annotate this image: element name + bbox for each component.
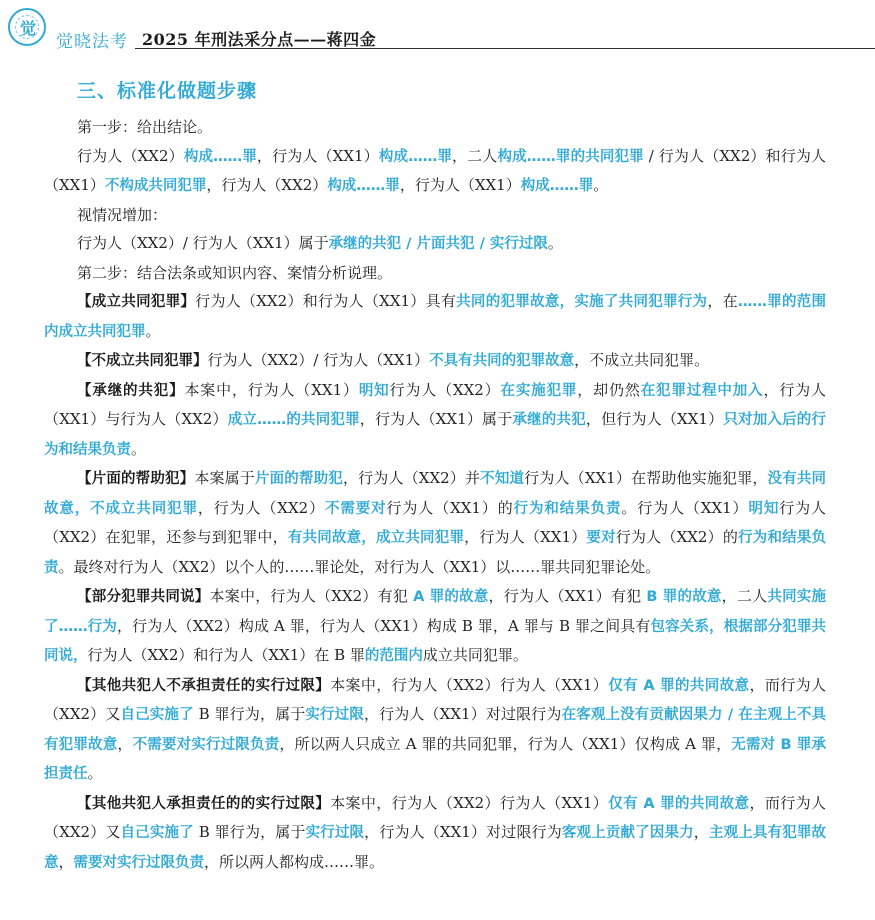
body-text: 视情况增加： xyxy=(77,205,168,224)
body-text: B 罪行为，属于 xyxy=(193,823,306,841)
highlight-text: 构成……罪的共同犯罪 xyxy=(497,148,644,165)
body-text: ，行为人（XX1） xyxy=(399,176,521,194)
highlight-text: 行为和结果负责 xyxy=(513,500,622,517)
body-text: ，行为人（XX1） xyxy=(256,146,379,165)
highlight-text: ……罪的范围内成立共同犯罪 xyxy=(44,294,826,340)
highlight-text: 成立……的共同犯罪 xyxy=(227,412,360,428)
body-text: 第一步：给出结论。 xyxy=(77,118,213,136)
highlight-text: 在犯罪过程中加入 xyxy=(640,382,764,399)
rule-tag: 【承继的共犯】 xyxy=(77,382,185,399)
brand-name: 觉晓法考 xyxy=(56,32,128,52)
body-text: ，行为人（XX1） xyxy=(464,528,587,546)
highlight-text: 在实施犯罪 xyxy=(500,382,578,399)
body-text: 。行为人（XX1） xyxy=(621,498,749,517)
highlight-text: 构成……罪 xyxy=(378,148,452,165)
highlight-text: A 罪的故意 xyxy=(413,589,489,605)
page-header xyxy=(0,0,875,52)
highlight-text: 共同实施了……行为 xyxy=(44,589,827,635)
rule-tag: 【其他共犯人不承担责任的实行过限】 xyxy=(77,677,331,694)
body-text: ，所以两人都构成……罪。 xyxy=(204,852,385,871)
body-text: 行为人（XX1）的 xyxy=(386,498,514,517)
body-text: ，二人 xyxy=(452,146,498,165)
body-text: 。 xyxy=(593,176,609,194)
paragraph-list xyxy=(44,113,826,877)
body-text: ，所以两人只成立 A 罪的共同犯罪，行为人（XX1）仅构成 A 罪， xyxy=(279,734,732,753)
body-text: 。 xyxy=(547,234,563,252)
body-text: 本案中，行为人（XX2）有犯 xyxy=(209,587,414,605)
body-text: / 行为人（XX2）和行为人（XX1） xyxy=(44,146,827,194)
highlight-text: 明知 xyxy=(748,500,780,517)
header-divider xyxy=(135,48,875,49)
highlight-text: 自己实施了 xyxy=(120,825,194,841)
highlight-text: 构成……罪 xyxy=(327,178,400,194)
body-text: 本案属于 xyxy=(194,469,255,487)
body-text: 行为人（XX2） xyxy=(389,380,501,399)
body-text: ，但行为人（XX1） xyxy=(585,410,724,428)
paragraph xyxy=(44,376,826,465)
paragraph xyxy=(44,464,826,582)
highlight-text: 需要对实行过限负责 xyxy=(73,854,205,871)
body-text: ，却仍然 xyxy=(577,380,641,399)
highlight-text: 主观上具有犯罪故意 xyxy=(44,825,827,871)
highlight-text: 行为和结果负责 xyxy=(44,530,827,576)
section-title: 三、标准化做题步骤 xyxy=(77,80,258,102)
body-text: ，行为人（XX1）与行为人（XX2） xyxy=(44,380,827,428)
highlight-text: 的范围内 xyxy=(364,648,423,664)
body-text: 。 xyxy=(145,321,161,340)
body-text: ，行为人（XX2） xyxy=(197,498,325,517)
brand-logo-icon xyxy=(8,8,46,46)
body-text: 本案中，行为人（XX2）行为人（XX1） xyxy=(330,675,609,694)
body-text: ，不成立共同犯罪。 xyxy=(574,351,710,369)
highlight-text: 有共同故意，成立共同犯罪 xyxy=(287,530,465,546)
body-text: ，行为人（XX1）对过限行为 xyxy=(363,705,562,723)
body-text: ， xyxy=(117,734,133,753)
body-text: 。最终对行为人（XX2）以个人的……罪论处，对行为人（XX1）以……罪共同犯罪论处。 xyxy=(58,557,661,576)
body-text: ，在 xyxy=(707,292,738,310)
body-text: ，行为人（XX1）对过限行为 xyxy=(364,823,562,841)
body-text: ，行为人（XX2）构成 A 罪，行为人（XX1）构成 B 罪，A 罪与 B 罪之间具有 xyxy=(117,616,651,635)
body-text: ， xyxy=(693,823,709,841)
paragraph xyxy=(44,201,826,230)
highlight-text: 不具有共同的犯罪故意 xyxy=(429,353,575,369)
rule-tag: 【片面的帮助犯】 xyxy=(77,471,195,487)
body-text: ，而行为人（XX2）又 xyxy=(44,675,826,723)
body-text: ，行为人（XX1）有犯 xyxy=(488,587,647,605)
highlight-text: 不知道 xyxy=(480,471,525,487)
highlight-text: 不需要对 xyxy=(324,500,387,517)
highlight-text: 自己实施了 xyxy=(120,707,194,723)
paragraph xyxy=(44,789,826,878)
body-text: 行为人（XX2） xyxy=(77,146,184,165)
body-text: ，而行为人（XX2）又 xyxy=(44,793,826,841)
paragraph xyxy=(44,113,826,142)
highlight-text: 仅有 A 罪的共同故意 xyxy=(608,795,750,812)
body-text: 第二步：结合法条或知识内容、案情分析说理。 xyxy=(77,263,393,282)
highlight-text: 要对 xyxy=(586,530,616,546)
body-text: 行为人（XX2）在犯罪，还参与到犯罪中， xyxy=(44,498,827,546)
highlight-text: 包容关系，根据部分犯罪共同说， xyxy=(44,618,826,664)
highlight-text: 承继的共犯 / 片面共犯 / 实行过限 xyxy=(328,236,548,252)
highlight-text: 不构成共同犯罪 xyxy=(104,178,207,194)
highlight-text: 在客观上没有贡献因果力 / 在主观上不具有犯罪故意 xyxy=(44,707,827,753)
paragraph xyxy=(44,142,826,201)
highlight-text: 构成……罪 xyxy=(183,148,257,165)
highlight-text: 承继的共犯 xyxy=(512,412,586,428)
highlight-text: 不需要对实行过限负责 xyxy=(132,736,280,753)
body-text: ，二人 xyxy=(721,587,768,605)
paragraph xyxy=(44,229,826,259)
body-text: 行为人（XX2）的 xyxy=(615,528,739,546)
rule-tag: 【成立共同犯罪】 xyxy=(77,294,196,310)
paragraph xyxy=(44,582,826,671)
rule-tag: 【部分犯罪共同说】 xyxy=(77,589,210,605)
brand-logo-glyph: 觉 xyxy=(19,18,34,38)
paragraph xyxy=(44,259,826,288)
body-text: 行为人（XX2）/ 行为人（XX1）属于 xyxy=(77,234,329,252)
highlight-text: 无需对 B 罪承担责任 xyxy=(44,736,826,782)
body-text: ， xyxy=(58,852,74,871)
highlight-text: 明知 xyxy=(358,382,390,399)
highlight-text: 没有共同故意，不成立共同犯罪 xyxy=(44,471,827,517)
highlight-text: 共同的犯罪故意，实施了共同犯罪行为 xyxy=(456,294,708,310)
highlight-text: 实行过限 xyxy=(305,707,364,723)
body-text: 行为人（XX2）和行为人（XX1）具有 xyxy=(195,292,457,310)
rule-tag: 【不成立共同犯罪】 xyxy=(77,353,208,369)
body-text: 。 xyxy=(131,439,147,458)
highlight-text: 构成……罪 xyxy=(520,178,594,194)
document-title: 2025 年刑法采分点——蒋四金 xyxy=(142,30,377,49)
highlight-text: 只对加入后的行为和结果负责 xyxy=(44,412,827,458)
body-text: 。 xyxy=(87,764,103,782)
highlight-text: 仅有 A 罪的共同故意 xyxy=(608,677,750,694)
body-text: ，行为人（XX2） xyxy=(206,176,328,194)
highlight-text: 片面的帮助犯 xyxy=(254,471,343,487)
body-text: ，行为人（XX2）并 xyxy=(342,469,481,487)
highlight-text: 客观上贡献了因果力 xyxy=(561,825,694,841)
body-text: 行为人（XX2）和行为人（XX1）在 B 罪 xyxy=(87,646,365,664)
body-text: 行为人（XX2）/ 行为人（XX1） xyxy=(207,351,430,369)
highlight-text: B 罪的故意 xyxy=(646,589,722,605)
body-text: 成立共同犯罪。 xyxy=(422,646,528,664)
paragraph xyxy=(44,287,826,346)
paragraph xyxy=(44,346,826,376)
document-body xyxy=(44,78,826,877)
body-text: ，行为人（XX1）属于 xyxy=(359,410,513,428)
body-text: 本案中，行为人（XX1） xyxy=(184,380,359,399)
body-text: 本案中，行为人（XX2）行为人（XX1） xyxy=(330,793,609,812)
body-text: B 罪行为，属于 xyxy=(193,705,306,723)
highlight-text: 实行过限 xyxy=(305,825,365,841)
body-text: 行为人（XX1）在帮助他实施犯罪， xyxy=(524,469,768,487)
paragraph xyxy=(44,671,826,789)
rule-tag: 【其他共犯人承担责任的的实行过限】 xyxy=(77,795,331,812)
